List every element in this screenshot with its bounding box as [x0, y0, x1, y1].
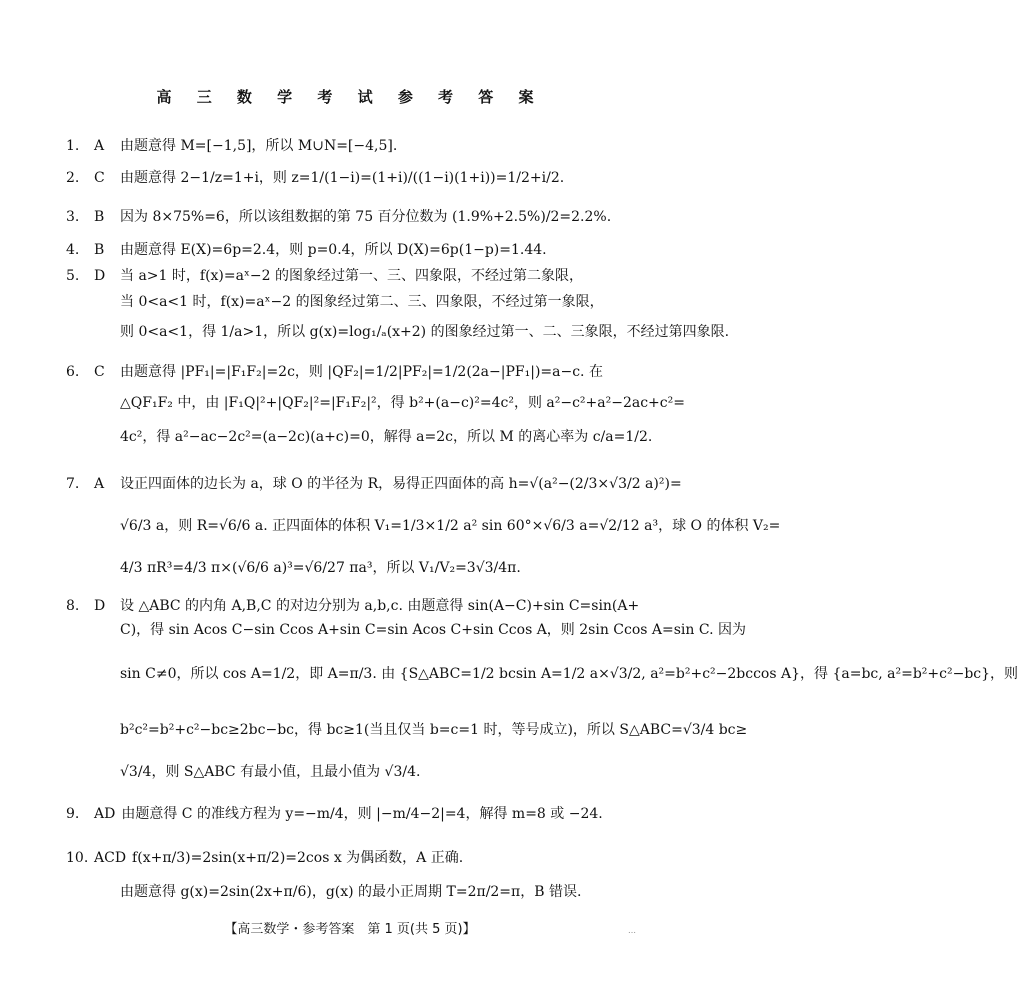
question-number: 8. — [66, 598, 80, 614]
question-number: 2. — [66, 170, 80, 186]
answer-choice: D — [94, 598, 106, 614]
page-title: 高 三 数 学 考 试 参 考 答 案 — [156, 88, 544, 106]
solution-text: 设 △ABC 的内角 A,B,C 的对边分别为 a,b,c. 由题意得 sin(A−C)+sin C=sin(A+ — [120, 598, 640, 614]
solution-text: 由题意得 E(X)=6p=2.4，则 p=0.4，所以 D(X)=6p(1−p)=1.44. — [120, 242, 547, 258]
solution-text: C)，得 sin Acos C−sin Ccos A+sin C=sin Acos C+sin Ccos A，则 2sin Ccos A=sin C. 因为 — [120, 622, 746, 638]
answer-line — [66, 362, 603, 382]
solution-text: 则 0<a<1，得 1/a>1，所以 g(x)=log₁/ₐ(x+2) 的图象经过第一、二、三象限，不经过第四象限. — [120, 324, 730, 340]
answer-line — [66, 240, 547, 260]
answer-line — [66, 720, 747, 740]
answer-choice: B — [94, 209, 105, 225]
solution-text: 4c²，得 a²−ac−2c²=(a−2c)(a+c)=0，解得 a=2c，所以 M 的离心率为 c/a=1/2. — [120, 429, 653, 445]
question-number: 5. — [66, 268, 80, 284]
question-number: 1. — [66, 138, 80, 154]
question-number: 4. — [66, 242, 80, 258]
answer-line — [66, 596, 639, 616]
solution-text: 设正四面体的边长为 a，球 O 的半径为 R，易得正四面体的高 h=√(a²−(2/3×√3/2 a)²)= — [120, 476, 682, 492]
solution-text: sin C≠0，所以 cos A=1/2，即 A=π/3. 由 {S△ABC=1/2 bcsin A=1/2 a×√3/2, a²=b²+c²−2bccos A}，得 {a=bc, a²=b²+c²−bc}，则 — [120, 666, 1018, 682]
solution-text: 当 a>1 时，f(x)=aˣ−2 的图象经过第一、三、四象限，不经过第二象限， — [120, 268, 583, 284]
solution-text: 由题意得 C 的准线方程为 y=−m/4，则 |−m/4−2|=4，解得 m=8 或 −24. — [121, 806, 603, 822]
solution-text: 由题意得 g(x)=2sin(2x+π/6)，g(x) 的最小正周期 T=2π/2=π，B 错误. — [120, 884, 582, 900]
answer-line — [66, 848, 463, 868]
solution-text: 由题意得 2−1/z=1+i，则 z=1/(1−i)=(1+i)/((1−i)(1+i))=1/2+i/2. — [120, 170, 565, 186]
answer-choice: B — [94, 242, 105, 258]
question-number: 3. — [66, 209, 80, 225]
answer-line — [66, 168, 564, 188]
answer-line — [66, 882, 581, 902]
page-footer: 【高三数学・参考答案 第 1 页(共 5 页)】 — [224, 922, 476, 937]
answer-line — [66, 804, 603, 824]
answer-choice: A — [94, 138, 105, 154]
solution-text: f(x+π/3)=2sin(x+π/2)=2cos x 为偶函数，A 正确. — [132, 850, 464, 866]
solution-text: b²c²=b²+c²−bc≥2bc−bc，得 bc≥1(当且仅当 b=c=1 时，等号成立)，所以 S△ABC=√3/4 bc≥ — [120, 722, 748, 738]
solution-text: 当 0<a<1 时，f(x)=aˣ−2 的图象经过第二、三、四象限，不经过第一象限， — [120, 294, 604, 310]
solution-text: 4/3 πR³=4/3 π×(√6/6 a)³=√6/27 πa³，所以 V₁/V₂=3√3/4π. — [120, 560, 521, 576]
question-number: 6. — [66, 364, 80, 380]
question-number: 7. — [66, 476, 80, 492]
answer-line — [66, 664, 1018, 684]
solution-text: √3/4，则 S△ABC 有最小值，且最小值为 √3/4. — [120, 764, 421, 780]
answer-line — [66, 136, 397, 156]
answer-line — [66, 474, 682, 494]
solution-text: 由题意得 |PF₁|=|F₁F₂|=2c，则 |QF₂|=1/2|PF₂|=1/2(2a−|PF₁|)=a−c. 在 — [120, 364, 603, 380]
solution-text: △QF₁F₂ 中，由 |F₁Q|²+|QF₂|²=|F₁F₂|²，得 b²+(a−c)²=4c²，则 a²−c²+a²−2ac+c²= — [120, 395, 685, 411]
solution-text: 由题意得 M=[−1,5]，所以 M∪N=[−4,5]. — [120, 138, 398, 154]
answer-line — [66, 558, 521, 578]
question-number: 10. — [66, 850, 89, 866]
answer-line — [66, 620, 746, 640]
answer-line — [66, 292, 604, 312]
answer-line — [66, 427, 652, 447]
answer-line — [66, 322, 729, 342]
answer-choice: A — [94, 476, 105, 492]
solution-text: 因为 8×75%=6，所以该组数据的第 75 百分位数为 (1.9%+2.5%)/2=2.2%. — [120, 209, 612, 225]
answer-choice: AD — [94, 806, 116, 822]
solution-text: √6/3 a，则 R=√6/6 a. 正四面体的体积 V₁=1/3×1/2 a² sin 60°×√6/3 a=√2/12 a³，球 O 的体积 V₂= — [120, 518, 781, 534]
answer-line — [66, 207, 611, 227]
question-number: 9. — [66, 806, 80, 822]
answer-line — [66, 393, 685, 413]
answer-line — [66, 266, 583, 286]
answer-choice: D — [94, 268, 106, 284]
corner-mark: … — [628, 926, 636, 935]
answer-choice: C — [94, 364, 105, 380]
answer-line — [66, 762, 420, 782]
answer-line — [66, 516, 780, 536]
answer-choice: C — [94, 170, 105, 186]
answer-choice: ACD — [94, 850, 127, 866]
